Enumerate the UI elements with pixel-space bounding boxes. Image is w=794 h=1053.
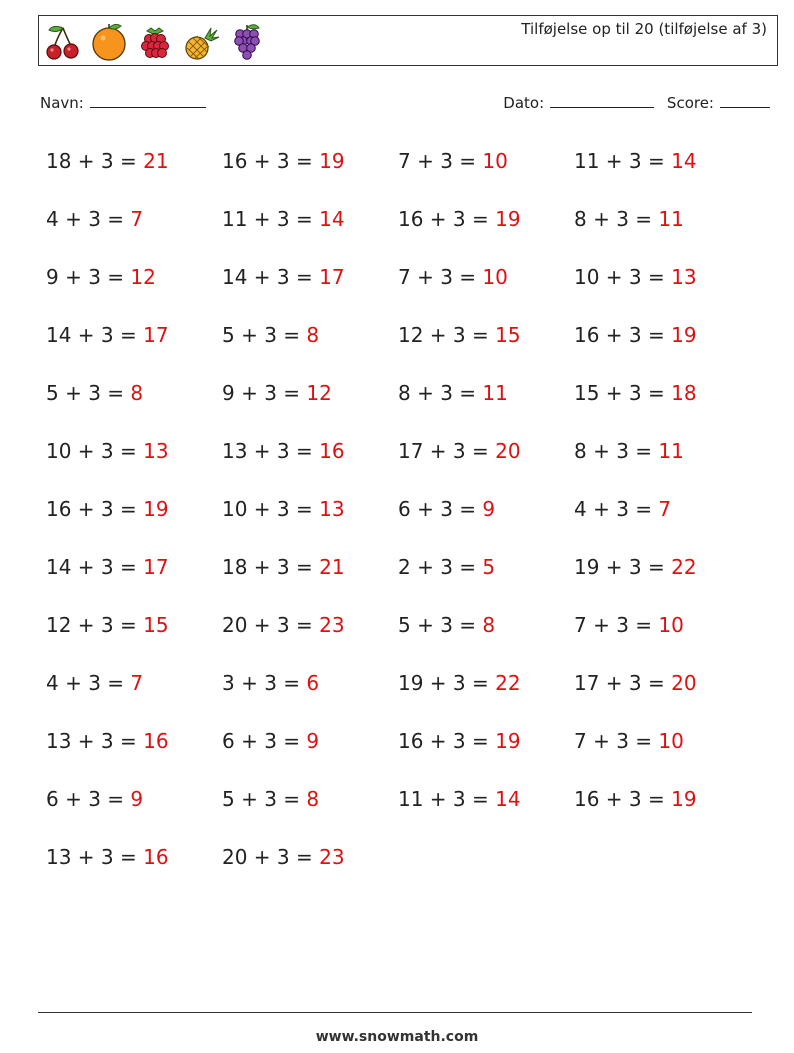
problem-expression: 9 + 3 = xyxy=(46,265,131,289)
problem-item xyxy=(398,723,574,781)
raspberry-icon xyxy=(135,22,175,62)
problem-expression: 6 + 3 = xyxy=(46,787,131,811)
problem-expression: 7 + 3 = xyxy=(398,149,483,173)
problem-expression: 20 + 3 = xyxy=(222,613,320,637)
problem-expression: 13 + 3 = xyxy=(46,729,144,753)
problem-item xyxy=(46,259,222,317)
problem-item xyxy=(398,491,574,549)
problem-expression: 5 + 3 = xyxy=(46,381,131,405)
problem-answer: 7 xyxy=(658,497,672,521)
problem-item xyxy=(222,665,398,723)
problem-item xyxy=(574,433,750,491)
problem-row xyxy=(46,781,766,839)
problem-item xyxy=(222,375,398,433)
problem-answer: 13 xyxy=(671,265,697,289)
problem-expression: 6 + 3 = xyxy=(222,729,307,753)
problem-item xyxy=(398,433,574,491)
problem-answer: 7 xyxy=(130,671,144,695)
orange-icon xyxy=(89,22,129,62)
footer-url: www.snowmath.com xyxy=(315,1029,479,1045)
problem-expression: 17 + 3 = xyxy=(398,439,496,463)
problem-expression: 15 + 3 = xyxy=(574,381,672,405)
problem-expression: 8 + 3 = xyxy=(574,207,659,231)
fruit-icon-strip xyxy=(43,20,267,64)
problem-answer: 21 xyxy=(319,555,345,579)
problem-expression: 16 + 3 = xyxy=(46,497,144,521)
problem-item xyxy=(398,781,574,839)
problem-answer: 19 xyxy=(671,323,697,347)
problem-row xyxy=(46,491,766,549)
problem-item xyxy=(46,201,222,259)
problem-answer: 17 xyxy=(143,323,169,347)
problem-expression: 13 + 3 = xyxy=(46,845,144,869)
problem-answer: 15 xyxy=(495,323,521,347)
problem-expression: 8 + 3 = xyxy=(574,439,659,463)
problem-expression: 9 + 3 = xyxy=(222,381,307,405)
problem-expression: 5 + 3 = xyxy=(222,323,307,347)
problem-item xyxy=(574,723,750,781)
problem-item xyxy=(46,317,222,375)
problem-expression: 11 + 3 = xyxy=(574,149,672,173)
problem-item xyxy=(46,665,222,723)
problem-expression: 13 + 3 = xyxy=(222,439,320,463)
problem-answer: 11 xyxy=(658,207,684,231)
problem-item xyxy=(222,317,398,375)
problem-expression: 16 + 3 = xyxy=(222,149,320,173)
problem-expression: 14 + 3 = xyxy=(222,265,320,289)
problem-item xyxy=(46,491,222,549)
score-label: Score: xyxy=(666,94,714,112)
problem-expression: 14 + 3 = xyxy=(46,555,144,579)
problem-item xyxy=(46,723,222,781)
problem-row xyxy=(46,665,766,723)
problem-answer: 22 xyxy=(671,555,697,579)
problem-row xyxy=(46,607,766,665)
problem-answer: 10 xyxy=(658,729,684,753)
problem-answer: 5 xyxy=(482,555,496,579)
problem-answer: 12 xyxy=(306,381,332,405)
problem-answer: 21 xyxy=(143,149,169,173)
problem-expression: 14 + 3 = xyxy=(46,323,144,347)
problem-answer: 20 xyxy=(671,671,697,695)
problem-row xyxy=(46,143,766,201)
name-blank-line[interactable] xyxy=(90,93,206,108)
problem-expression: 11 + 3 = xyxy=(398,787,496,811)
problem-item xyxy=(398,259,574,317)
problem-answer: 22 xyxy=(495,671,521,695)
problem-expression: 5 + 3 = xyxy=(398,613,483,637)
problem-expression: 10 + 3 = xyxy=(574,265,672,289)
problem-answer: 6 xyxy=(306,671,320,695)
worksheet-header xyxy=(38,15,778,66)
problem-expression: 16 + 3 = xyxy=(398,729,496,753)
problem-item xyxy=(574,375,750,433)
problem-expression: 20 + 3 = xyxy=(222,845,320,869)
problem-item xyxy=(574,607,750,665)
problem-expression: 12 + 3 = xyxy=(46,613,144,637)
problem-item xyxy=(398,549,574,607)
problem-expression: 10 + 3 = xyxy=(222,497,320,521)
problem-item xyxy=(574,549,750,607)
problem-answer: 12 xyxy=(130,265,156,289)
problem-expression: 17 + 3 = xyxy=(574,671,672,695)
problem-expression: 19 + 3 = xyxy=(398,671,496,695)
problem-row xyxy=(46,723,766,781)
problem-expression: 7 + 3 = xyxy=(574,613,659,637)
problem-item xyxy=(574,317,750,375)
problem-answer: 20 xyxy=(495,439,521,463)
problem-row xyxy=(46,201,766,259)
problem-item xyxy=(46,143,222,201)
problem-answer: 10 xyxy=(482,265,508,289)
problem-row xyxy=(46,433,766,491)
problem-answer: 13 xyxy=(319,497,345,521)
worksheet-title: Tilføjelse op til 20 (tilføjelse af 3) xyxy=(521,20,767,38)
problem-expression: 4 + 3 = xyxy=(46,671,131,695)
problem-item xyxy=(222,433,398,491)
problem-answer: 16 xyxy=(143,729,169,753)
problem-answer: 14 xyxy=(671,149,697,173)
problem-answer: 15 xyxy=(143,613,169,637)
problem-item xyxy=(46,433,222,491)
problem-answer: 11 xyxy=(658,439,684,463)
problem-expression: 6 + 3 = xyxy=(398,497,483,521)
problem-answer: 10 xyxy=(658,613,684,637)
problem-item xyxy=(222,781,398,839)
problem-answer: 17 xyxy=(143,555,169,579)
name-field xyxy=(40,93,206,112)
cherry-icon xyxy=(43,22,83,62)
problem-item xyxy=(398,143,574,201)
problem-expression: 19 + 3 = xyxy=(574,555,672,579)
problem-row xyxy=(46,375,766,433)
problem-expression: 16 + 3 = xyxy=(398,207,496,231)
date-label: Dato: xyxy=(503,94,545,112)
problem-answer: 11 xyxy=(482,381,508,405)
problem-item xyxy=(46,781,222,839)
problem-answer: 19 xyxy=(143,497,169,521)
name-label: Navn: xyxy=(40,94,84,112)
problem-item xyxy=(574,143,750,201)
problem-item xyxy=(574,201,750,259)
problem-answer: 19 xyxy=(671,787,697,811)
problem-row xyxy=(46,549,766,607)
problem-answer: 19 xyxy=(319,149,345,173)
grape-icon xyxy=(227,22,267,62)
problem-expression: 8 + 3 = xyxy=(398,381,483,405)
problem-answer: 16 xyxy=(319,439,345,463)
date-blank-line[interactable] xyxy=(550,93,654,108)
problem-answer: 7 xyxy=(130,207,144,231)
problem-answer: 10 xyxy=(482,149,508,173)
problem-expression: 4 + 3 = xyxy=(574,497,659,521)
problem-item xyxy=(574,491,750,549)
problem-answer: 14 xyxy=(495,787,521,811)
problem-answer: 8 xyxy=(306,323,320,347)
problem-item xyxy=(574,259,750,317)
problem-expression: 16 + 3 = xyxy=(574,787,672,811)
problem-answer: 9 xyxy=(130,787,144,811)
problem-item xyxy=(222,723,398,781)
problem-item xyxy=(398,665,574,723)
problem-expression: 2 + 3 = xyxy=(398,555,483,579)
score-blank-line[interactable] xyxy=(720,93,770,108)
problem-item xyxy=(46,839,222,897)
problem-answer: 13 xyxy=(143,439,169,463)
footer-divider xyxy=(38,1012,752,1013)
problem-expression: 7 + 3 = xyxy=(398,265,483,289)
problem-answer: 8 xyxy=(482,613,496,637)
problem-row xyxy=(46,259,766,317)
problem-item xyxy=(574,665,750,723)
pineapple-icon xyxy=(181,22,221,62)
problem-grid xyxy=(46,143,766,897)
problem-expression: 11 + 3 = xyxy=(222,207,320,231)
problem-expression: 7 + 3 = xyxy=(574,729,659,753)
problem-expression: 5 + 3 = xyxy=(222,787,307,811)
problem-expression: 3 + 3 = xyxy=(222,671,307,695)
problem-item xyxy=(222,201,398,259)
problem-item xyxy=(398,201,574,259)
problem-answer: 18 xyxy=(671,381,697,405)
problem-answer: 17 xyxy=(319,265,345,289)
problem-row xyxy=(46,839,766,897)
problem-answer: 8 xyxy=(306,787,320,811)
problem-answer: 9 xyxy=(306,729,320,753)
problem-answer: 23 xyxy=(319,613,345,637)
problem-item xyxy=(574,781,750,839)
problem-answer: 19 xyxy=(495,207,521,231)
problem-item xyxy=(222,839,398,897)
problem-expression: 4 + 3 = xyxy=(46,207,131,231)
problem-answer: 23 xyxy=(319,845,345,869)
problem-expression: 16 + 3 = xyxy=(574,323,672,347)
problem-answer: 14 xyxy=(319,207,345,231)
problem-item xyxy=(222,549,398,607)
problem-item xyxy=(398,375,574,433)
problem-item xyxy=(222,607,398,665)
problem-item xyxy=(222,491,398,549)
date-score-fields xyxy=(503,93,770,112)
problem-answer: 19 xyxy=(495,729,521,753)
problem-item xyxy=(222,259,398,317)
problem-item xyxy=(398,317,574,375)
problem-item xyxy=(46,607,222,665)
problem-answer: 8 xyxy=(130,381,144,405)
problem-expression: 18 + 3 = xyxy=(222,555,320,579)
problem-expression: 18 + 3 = xyxy=(46,149,144,173)
problem-item xyxy=(222,143,398,201)
problem-expression: 12 + 3 = xyxy=(398,323,496,347)
problem-item xyxy=(46,375,222,433)
problem-item xyxy=(398,607,574,665)
problem-answer: 16 xyxy=(143,845,169,869)
problem-item xyxy=(46,549,222,607)
problem-row xyxy=(46,317,766,375)
problem-answer: 9 xyxy=(482,497,496,521)
problem-expression: 10 + 3 = xyxy=(46,439,144,463)
